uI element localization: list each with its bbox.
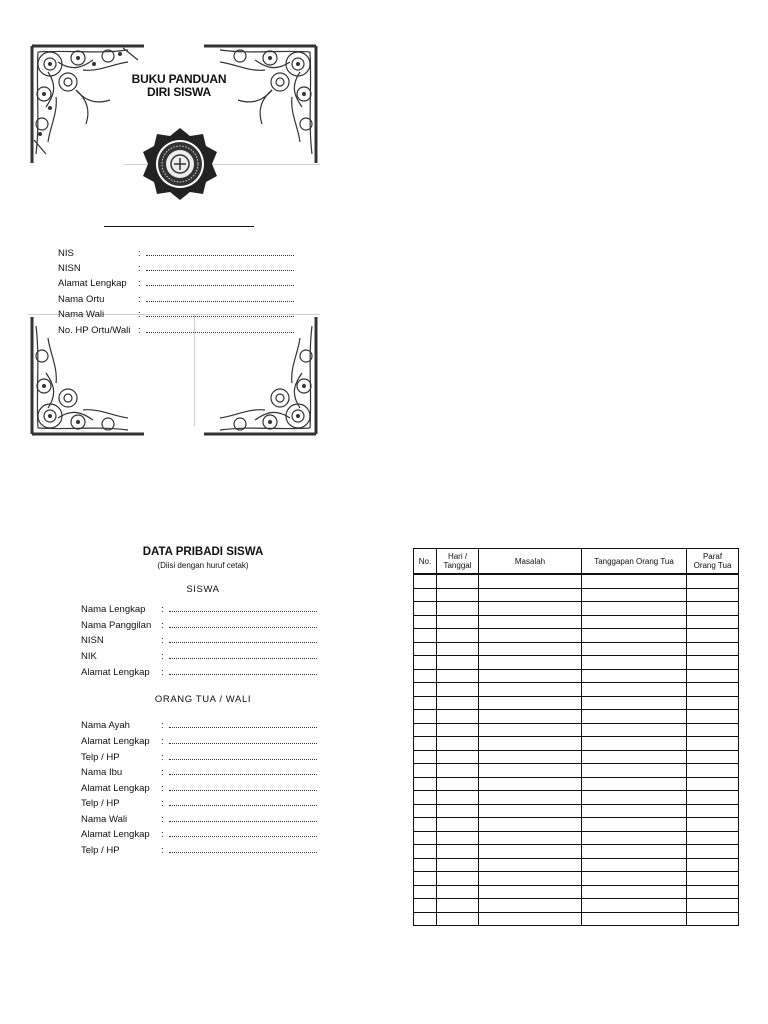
fill-in-line[interactable] — [169, 633, 317, 643]
field-separator: : — [161, 620, 164, 631]
table-cell[interactable] — [414, 642, 437, 656]
table-cell[interactable] — [437, 588, 479, 602]
student-field-full-name — [81, 602, 317, 617]
fill-in-line[interactable] — [169, 781, 317, 791]
field-separator: : — [161, 720, 164, 731]
table-cell[interactable] — [687, 710, 739, 724]
cover-field-nisn — [58, 261, 294, 276]
table-cell[interactable] — [687, 912, 739, 926]
field-separator: : — [161, 752, 164, 763]
field-label: Nama Lengkap — [81, 604, 146, 615]
table-cell[interactable] — [582, 629, 687, 643]
table-row — [414, 696, 739, 710]
table-cell[interactable] — [437, 831, 479, 845]
table-cell[interactable] — [582, 588, 687, 602]
parent-field-guardian-address — [81, 827, 317, 842]
table-cell[interactable] — [479, 885, 582, 899]
table-cell[interactable] — [479, 574, 582, 588]
table-cell[interactable] — [582, 750, 687, 764]
cover-title-line-1: BUKU PANDUAN — [131, 72, 227, 86]
cover-field-address — [58, 276, 294, 291]
table-cell[interactable] — [437, 602, 479, 616]
field-separator: : — [161, 667, 164, 678]
table-cell[interactable] — [414, 831, 437, 845]
field-separator: : — [161, 604, 164, 615]
cover-field-guardian-name — [58, 307, 294, 322]
fill-in-line[interactable] — [169, 750, 317, 760]
table-cell[interactable] — [582, 791, 687, 805]
name-signature-line — [104, 226, 254, 227]
fill-in-line[interactable] — [169, 843, 317, 853]
field-label: Nama Wali — [81, 814, 128, 825]
table-row — [414, 602, 739, 616]
table-cell[interactable] — [414, 872, 437, 886]
table-cell[interactable] — [437, 845, 479, 859]
table-cell[interactable] — [437, 574, 479, 588]
table-cell[interactable] — [687, 831, 739, 845]
table-cell[interactable] — [687, 764, 739, 778]
table-cell[interactable] — [437, 818, 479, 832]
table-cell[interactable] — [414, 858, 437, 872]
fill-in-line[interactable] — [169, 649, 317, 659]
table-cell[interactable] — [479, 656, 582, 670]
table-row — [414, 642, 739, 656]
fill-in-line[interactable] — [146, 246, 294, 256]
header-issue: Masalah — [479, 549, 582, 575]
table-cell[interactable] — [414, 737, 437, 751]
fill-in-line[interactable] — [169, 618, 317, 628]
table-cell[interactable] — [479, 588, 582, 602]
table-row — [414, 845, 739, 859]
table-cell[interactable] — [687, 858, 739, 872]
table-cell[interactable] — [414, 615, 437, 629]
fill-in-line[interactable] — [169, 602, 317, 612]
field-separator: : — [138, 325, 141, 336]
field-label: Nama Panggilan — [81, 620, 152, 631]
table-cell[interactable] — [414, 804, 437, 818]
field-separator: : — [161, 635, 164, 646]
table-row — [414, 669, 739, 683]
table-cell[interactable] — [687, 669, 739, 683]
parent-response-table — [413, 548, 739, 926]
field-separator: : — [138, 278, 141, 289]
cover-field-nis — [58, 246, 294, 261]
field-label: NISN — [58, 263, 81, 274]
table-cell[interactable] — [437, 642, 479, 656]
table-cell[interactable] — [582, 858, 687, 872]
field-label: Nama Wali — [58, 309, 105, 320]
floral-corner-ornament-icon — [28, 42, 148, 167]
table-cell[interactable] — [582, 669, 687, 683]
table-cell[interactable] — [414, 683, 437, 697]
fill-in-line[interactable] — [146, 307, 294, 317]
field-separator: : — [161, 798, 164, 809]
table-cell[interactable] — [687, 629, 739, 643]
header-date — [437, 549, 479, 575]
table-cell[interactable] — [479, 642, 582, 656]
fill-in-line[interactable] — [169, 718, 317, 728]
cover-field-phone — [58, 323, 294, 338]
table-cell[interactable] — [582, 683, 687, 697]
table-row — [414, 912, 739, 926]
section-heading-parent: ORANG TUA / WALI — [154, 694, 252, 705]
table-cell[interactable] — [437, 723, 479, 737]
table-cell[interactable] — [414, 602, 437, 616]
table-cell[interactable] — [582, 737, 687, 751]
fill-in-line[interactable] — [169, 665, 317, 675]
header-sign-line-1: Paraf — [702, 552, 723, 561]
table-cell[interactable] — [582, 574, 687, 588]
table-cell[interactable] — [437, 615, 479, 629]
table-cell[interactable] — [582, 602, 687, 616]
table-cell[interactable] — [687, 656, 739, 670]
header-sign-line-2: Orang Tua — [693, 561, 732, 570]
table-cell[interactable] — [437, 669, 479, 683]
table-cell[interactable] — [687, 845, 739, 859]
personal-data-subtitle: (Diisi dengan huruf cetak) — [157, 561, 249, 570]
parent-field-mother-name — [81, 765, 317, 780]
table-cell[interactable] — [479, 629, 582, 643]
personal-data-title: DATA PRIBADI SISWA — [142, 546, 264, 558]
table-cell[interactable] — [479, 777, 582, 791]
fill-in-line[interactable] — [169, 734, 317, 744]
field-separator: : — [161, 783, 164, 794]
school-emblem-icon — [140, 126, 220, 202]
table-cell[interactable] — [414, 696, 437, 710]
fill-in-line[interactable] — [169, 827, 317, 837]
table-cell[interactable] — [687, 723, 739, 737]
table-cell[interactable] — [687, 885, 739, 899]
field-label: Nama Ortu — [58, 294, 105, 305]
table-cell[interactable] — [582, 872, 687, 886]
header-parent-signature — [687, 549, 739, 575]
table-cell[interactable] — [479, 804, 582, 818]
table-header-row — [414, 549, 739, 575]
table-cell[interactable] — [414, 574, 437, 588]
table-cell[interactable] — [582, 831, 687, 845]
personal-data-panel — [70, 544, 330, 874]
table-cell[interactable] — [414, 791, 437, 805]
table-cell[interactable] — [437, 750, 479, 764]
table-cell[interactable] — [479, 818, 582, 832]
cover-panel — [28, 42, 320, 438]
table-cell[interactable] — [582, 696, 687, 710]
table-cell[interactable] — [582, 885, 687, 899]
table-row — [414, 737, 739, 751]
table-cell[interactable] — [687, 615, 739, 629]
table-row — [414, 588, 739, 602]
table-cell[interactable] — [479, 899, 582, 913]
table-cell[interactable] — [582, 710, 687, 724]
table-row — [414, 791, 739, 805]
parent-field-mother-address — [81, 781, 317, 796]
parent-field-mother-phone — [81, 796, 317, 811]
table-cell[interactable] — [582, 723, 687, 737]
field-separator: : — [138, 263, 141, 274]
table-cell[interactable] — [479, 845, 582, 859]
field-separator: : — [161, 651, 164, 662]
table-cell[interactable] — [479, 737, 582, 751]
student-field-nickname — [81, 618, 317, 633]
table-cell[interactable] — [414, 629, 437, 643]
section-heading-student: SISWA — [186, 584, 220, 595]
header-date-line-2: Tanggal — [443, 561, 472, 570]
table-cell[interactable] — [414, 588, 437, 602]
parent-field-guardian-phone — [81, 843, 317, 858]
table-cell[interactable] — [479, 696, 582, 710]
table-cell[interactable] — [437, 872, 479, 886]
table-cell[interactable] — [414, 764, 437, 778]
table-cell[interactable] — [582, 818, 687, 832]
field-separator: : — [138, 309, 141, 320]
field-separator: : — [161, 829, 164, 840]
field-label: Alamat Lengkap — [58, 278, 127, 289]
student-field-nisn — [81, 633, 317, 648]
field-label: Telp / HP — [81, 845, 120, 856]
table-row — [414, 615, 739, 629]
table-row — [414, 777, 739, 791]
table-cell[interactable] — [414, 656, 437, 670]
table-cell[interactable] — [582, 642, 687, 656]
field-label: Nama Ibu — [81, 767, 123, 778]
table-row — [414, 750, 739, 764]
fill-in-line[interactable] — [146, 261, 294, 271]
table-row — [414, 656, 739, 670]
table-cell[interactable] — [437, 764, 479, 778]
table-cell[interactable] — [437, 912, 479, 926]
table-cell[interactable] — [414, 710, 437, 724]
table-cell[interactable] — [687, 696, 739, 710]
table-cell[interactable] — [687, 818, 739, 832]
table-cell[interactable] — [437, 683, 479, 697]
table-cell[interactable] — [687, 683, 739, 697]
table-cell[interactable] — [582, 656, 687, 670]
parent-field-father-phone — [81, 750, 317, 765]
field-label: No. HP Ortu/Wali — [58, 325, 131, 336]
field-label: Nama Ayah — [81, 720, 130, 731]
fill-in-line[interactable] — [146, 323, 294, 333]
parent-field-guardian-name — [81, 812, 317, 827]
fill-in-line[interactable] — [169, 812, 317, 822]
table-cell[interactable] — [414, 899, 437, 913]
table-cell[interactable] — [414, 818, 437, 832]
header-date-line-1: Hari / — [447, 552, 468, 561]
table-cell[interactable] — [414, 845, 437, 859]
fill-in-line[interactable] — [146, 276, 294, 286]
table-cell[interactable] — [479, 858, 582, 872]
table-cell[interactable] — [414, 669, 437, 683]
table-cell[interactable] — [437, 737, 479, 751]
table-row — [414, 899, 739, 913]
cover-title-line-2: DIRI SISWA — [146, 85, 211, 99]
table-cell[interactable] — [687, 642, 739, 656]
table-row — [414, 629, 739, 643]
table-row — [414, 710, 739, 724]
header-no: No. — [414, 549, 437, 575]
table-cell[interactable] — [437, 899, 479, 913]
table-row — [414, 885, 739, 899]
field-separator: : — [161, 814, 164, 825]
table-row — [414, 831, 739, 845]
table-row — [414, 723, 739, 737]
field-label: NIS — [58, 248, 74, 259]
table-cell[interactable] — [414, 750, 437, 764]
table-row — [414, 858, 739, 872]
table-cell[interactable] — [582, 764, 687, 778]
table-row — [414, 872, 739, 886]
table-cell[interactable] — [479, 831, 582, 845]
table-cell[interactable] — [687, 777, 739, 791]
table-cell[interactable] — [414, 723, 437, 737]
table-cell[interactable] — [582, 615, 687, 629]
table-cell[interactable] — [582, 845, 687, 859]
table-cell[interactable] — [687, 588, 739, 602]
table-cell[interactable] — [414, 777, 437, 791]
field-label: NIK — [81, 651, 97, 662]
field-label: Alamat Lengkap — [81, 829, 150, 840]
field-label: NISN — [81, 635, 104, 646]
table-cell[interactable] — [479, 912, 582, 926]
student-field-address — [81, 665, 317, 680]
fill-in-line[interactable] — [146, 292, 294, 302]
table-cell[interactable] — [437, 696, 479, 710]
table-cell[interactable] — [437, 804, 479, 818]
field-label: Alamat Lengkap — [81, 736, 150, 747]
field-label: Alamat Lengkap — [81, 667, 150, 678]
table-cell[interactable] — [582, 777, 687, 791]
table-cell[interactable] — [437, 885, 479, 899]
field-separator: : — [161, 736, 164, 747]
table-cell[interactable] — [687, 804, 739, 818]
table-cell[interactable] — [687, 602, 739, 616]
field-separator: : — [161, 767, 164, 778]
parent-field-father-address — [81, 734, 317, 749]
table-cell[interactable] — [437, 656, 479, 670]
field-label: Telp / HP — [81, 752, 120, 763]
table-cell[interactable] — [687, 791, 739, 805]
field-label: Alamat Lengkap — [81, 783, 150, 794]
parent-field-father-name — [81, 718, 317, 733]
table-cell[interactable] — [414, 885, 437, 899]
table-cell[interactable] — [437, 629, 479, 643]
table-cell[interactable] — [479, 602, 582, 616]
table-row — [414, 818, 739, 832]
cover-field-parent-name — [58, 292, 294, 307]
table-cell[interactable] — [437, 710, 479, 724]
table-cell[interactable] — [479, 764, 582, 778]
table-cell[interactable] — [582, 899, 687, 913]
table-row — [414, 764, 739, 778]
student-field-nik — [81, 649, 317, 664]
header-parent-response: Tanggapan Orang Tua — [582, 549, 687, 575]
table-cell[interactable] — [687, 574, 739, 588]
table-cell[interactable] — [582, 912, 687, 926]
table-cell[interactable] — [479, 872, 582, 886]
table-row — [414, 804, 739, 818]
table-cell[interactable] — [687, 899, 739, 913]
table-body — [414, 574, 739, 926]
table-row — [414, 574, 739, 588]
table-cell[interactable] — [437, 777, 479, 791]
table-cell[interactable] — [479, 615, 582, 629]
table-cell[interactable] — [687, 872, 739, 886]
table-cell[interactable] — [479, 723, 582, 737]
field-separator: : — [138, 248, 141, 259]
table-cell[interactable] — [437, 858, 479, 872]
table-cell[interactable] — [582, 804, 687, 818]
table-cell[interactable] — [479, 750, 582, 764]
fill-in-line[interactable] — [169, 796, 317, 806]
table-cell[interactable] — [479, 683, 582, 697]
table-cell[interactable] — [687, 737, 739, 751]
table-cell[interactable] — [414, 912, 437, 926]
table-cell[interactable] — [687, 750, 739, 764]
table-cell[interactable] — [479, 669, 582, 683]
fill-in-line[interactable] — [169, 765, 317, 775]
field-separator: : — [161, 845, 164, 856]
table-cell[interactable] — [479, 791, 582, 805]
table-cell[interactable] — [437, 791, 479, 805]
field-label: Telp / HP — [81, 798, 120, 809]
field-separator: : — [138, 294, 141, 305]
table-row — [414, 683, 739, 697]
table-cell[interactable] — [479, 710, 582, 724]
